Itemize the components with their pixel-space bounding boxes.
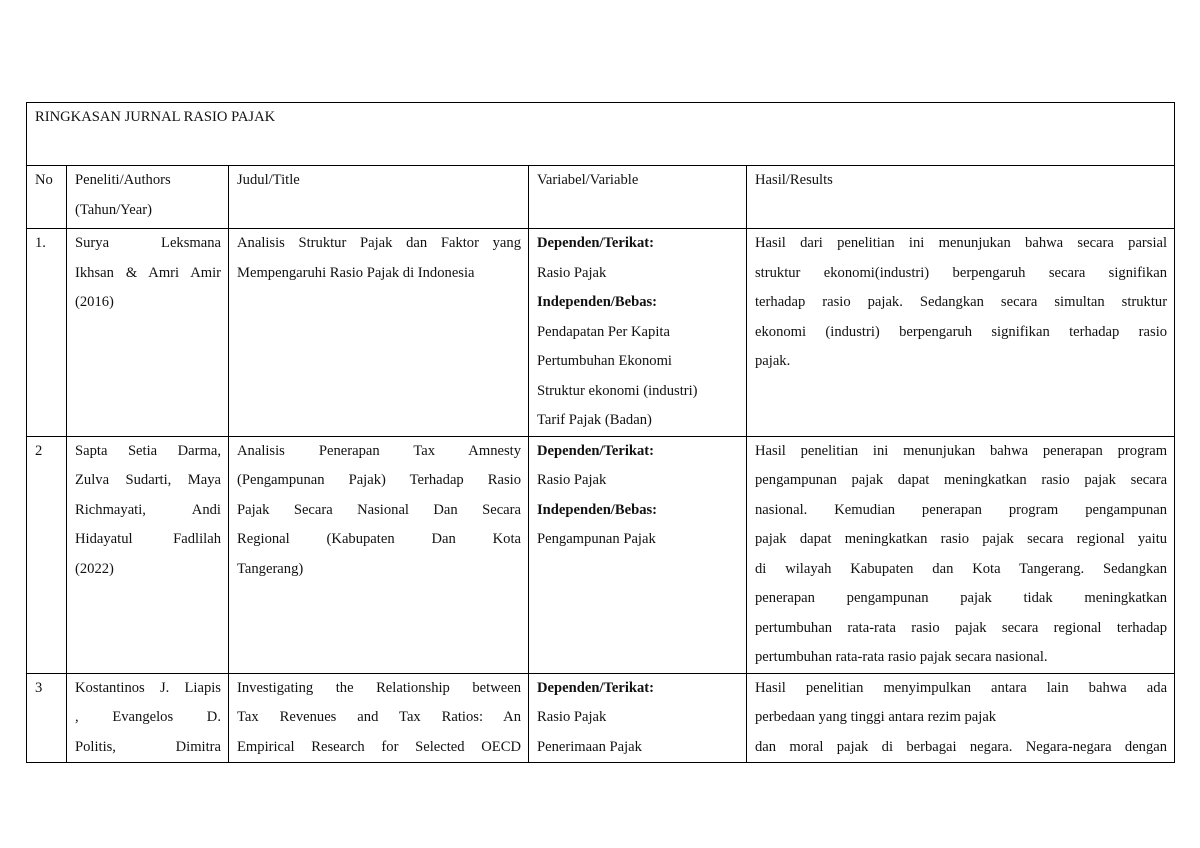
table-row [27, 673, 1175, 763]
results-line: nasional. Kemudian penerapan program pengampunan [755, 501, 1168, 518]
results-line: perbedaan yang tinggi antara rezim pajak [755, 709, 997, 725]
authors-line: Richmayati, Andi [75, 501, 221, 518]
results-line: pertumbuhan rata-rata rasio pajak secara regional terhadap [755, 619, 1168, 636]
results-cell [747, 436, 1175, 673]
dependent-variable: Rasio Pajak [537, 264, 607, 281]
title-line: Tangerang) [237, 560, 304, 577]
authors-line: Politis, Dimitra [75, 738, 221, 755]
document-page [26, 102, 1174, 755]
results-line: Hasil penelitian menyimpulkan antara lain bahwa ada [755, 679, 1168, 696]
authors-cell [67, 673, 229, 763]
table-row [27, 436, 1175, 673]
results-line: penerapan pengampunan pajak tidak meningkatkan [755, 590, 1168, 606]
results-line: dan moral pajak di berbagai negara. Negara-negara dengan [755, 738, 1168, 755]
dependent-label: Dependen/Terikat: [537, 679, 655, 696]
title-line: Investigating the Relationship between [237, 679, 521, 696]
table-header-row [27, 166, 1175, 229]
results-cell [747, 673, 1175, 763]
results-line: pertumbuhan rata-rata rasio pajak secara nasional. [755, 649, 1048, 665]
journal-summary-table [26, 102, 1175, 763]
variable-cell [529, 673, 747, 763]
independent-label: Independen/Bebas: [537, 294, 658, 310]
authors-line: Ikhsan & Amri Amir [75, 264, 221, 281]
header-variable: Variabel/Variable [529, 166, 747, 229]
header-results: Hasil/Results [747, 166, 1175, 229]
title-cell [229, 673, 529, 763]
results-line: terhadap rasio pajak. Sedangkan secara simultan struktur [755, 294, 1168, 310]
dependent-label: Dependen/Terikat: [537, 442, 655, 459]
dependent-label: Dependen/Terikat: [537, 235, 655, 251]
title-line: Tax Revenues and Tax Ratios: An [237, 709, 521, 725]
results-line: pajak. [755, 353, 791, 369]
results-line: ekonomi (industri) berpengaruh signifikan terhadap rasio [755, 323, 1168, 340]
authors-cell [67, 436, 229, 673]
title-line: (Pengampunan Pajak) Terhadap Rasio [237, 472, 521, 488]
table-title: RINGKASAN JURNAL RASIO PAJAK [27, 103, 1175, 166]
row-number: 1. [27, 229, 67, 437]
header-no: No [27, 166, 67, 229]
variable-cell [529, 229, 747, 437]
title-line: Empirical Research for Selected OECD [237, 738, 521, 755]
table-row [27, 229, 1175, 437]
header-title: Judul/Title [229, 166, 529, 229]
independent-variable: Tarif Pajak (Badan) [537, 412, 652, 428]
authors-line: Kostantinos J. Liapis [75, 679, 221, 696]
row-number: 2 [27, 436, 67, 673]
authors-line: Sapta Setia Darma, [75, 442, 221, 459]
title-line: Regional (Kabupaten Dan Kota [237, 531, 521, 547]
title-line: Analisis Struktur Pajak dan Faktor yang [237, 235, 521, 251]
independent-variable: Pengampunan Pajak [537, 531, 656, 547]
independent-variable: Struktur ekonomi (industri) [537, 382, 698, 399]
title-line: Analisis Penerapan Tax Amnesty [237, 442, 521, 459]
authors-line: Surya Leksmana [75, 235, 221, 251]
title-line: Pajak Secara Nasional Dan Secara [237, 501, 521, 518]
dependent-variable: Penerimaan Pajak [537, 738, 642, 755]
table-title-row [27, 103, 1175, 166]
authors-line: (2022) [75, 560, 114, 577]
header-year-line: (Tahun/Year) [75, 201, 152, 218]
results-line: Hasil penelitian ini menunjukan bahwa penerapan program [755, 442, 1168, 459]
results-line: pajak dapat meningkatkan rasio pajak secara regional yaitu [755, 531, 1168, 547]
authors-line: , Evangelos D. [75, 709, 221, 725]
dependent-variable: Rasio Pajak [537, 472, 607, 488]
authors-line: Hidayatul Fadlilah [75, 531, 221, 547]
independent-variable: Pendapatan Per Kapita [537, 323, 670, 340]
results-cell [747, 229, 1175, 437]
results-line: struktur ekonomi(industri) berpengaruh secara signifikan [755, 264, 1168, 281]
independent-variable: Pertumbuhan Ekonomi [537, 353, 672, 369]
independent-label: Independen/Bebas: [537, 501, 658, 518]
authors-cell [67, 229, 229, 437]
dependent-variable: Rasio Pajak [537, 709, 607, 725]
title-cell [229, 229, 529, 437]
title-line: Mempengaruhi Rasio Pajak di Indonesia [237, 264, 475, 281]
header-authors [67, 166, 229, 229]
row-number: 3 [27, 673, 67, 763]
authors-line: Zulva Sudarti, Maya [75, 472, 221, 488]
header-authors-line: Peneliti/Authors [75, 172, 171, 188]
results-line: pengampunan pajak dapat meningkatkan rasio pajak secara [755, 472, 1168, 488]
variable-cell [529, 436, 747, 673]
results-line: Hasil dari penelitian ini menunjukan bahwa secara parsial [755, 235, 1168, 251]
title-cell [229, 436, 529, 673]
results-line: di wilayah Kabupaten dan Kota Tangerang. Sedangkan [755, 560, 1168, 577]
authors-line: (2016) [75, 294, 114, 310]
